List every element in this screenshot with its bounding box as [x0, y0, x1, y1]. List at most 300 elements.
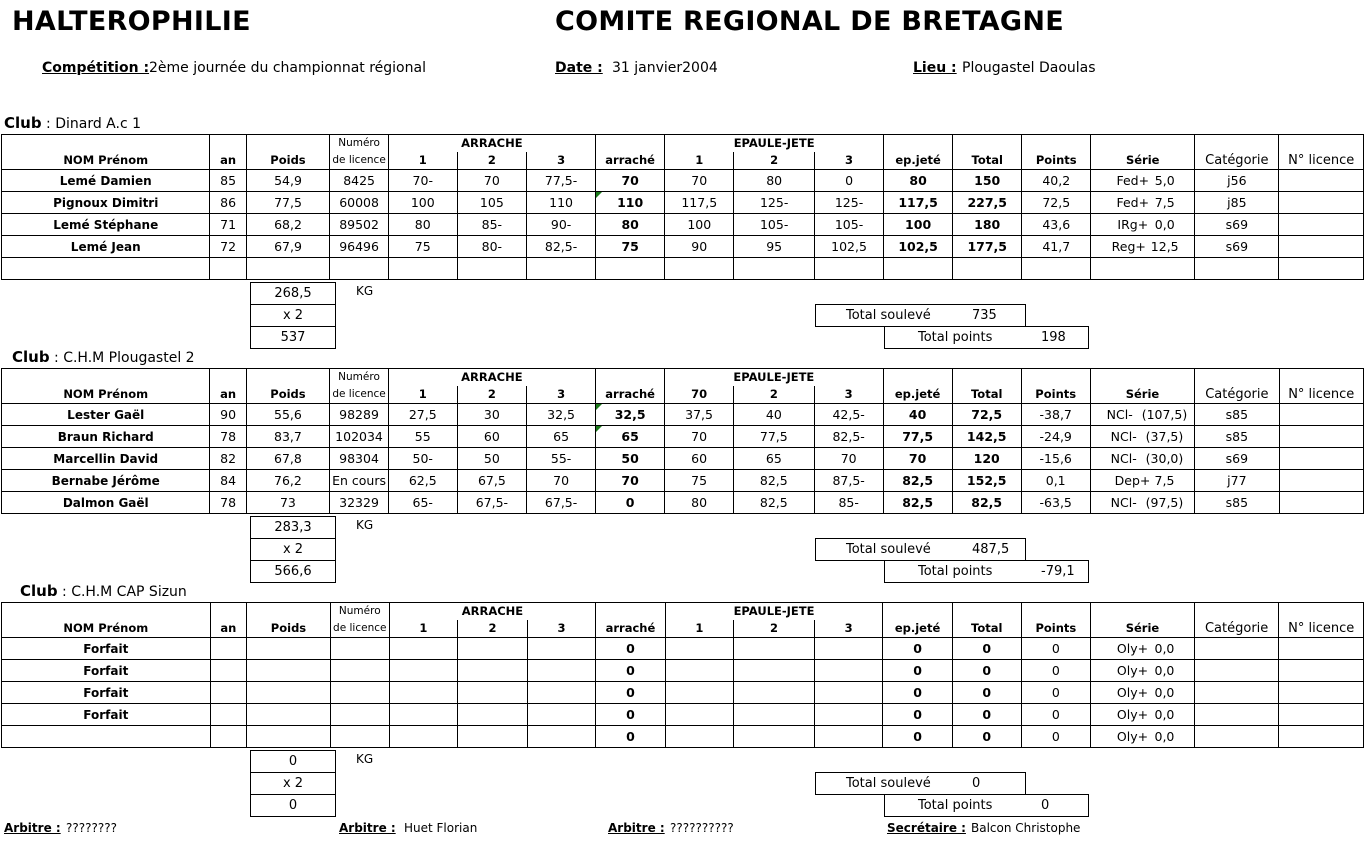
e3-cell: 0	[815, 170, 884, 192]
total-souleve-box	[815, 772, 1026, 795]
e2-cell: 80	[734, 170, 815, 192]
an-cell: 86	[210, 192, 246, 214]
an-cell: 90	[210, 404, 246, 426]
serie-value: (37,5)	[1145, 428, 1184, 444]
serie-cell	[1090, 448, 1195, 470]
header-cell	[595, 135, 664, 153]
table-row	[2, 492, 1364, 514]
cat-cell: s85	[1195, 492, 1279, 514]
cat-cell	[1195, 258, 1279, 280]
a2-cell: 60	[457, 426, 527, 448]
poids-double-box: 0	[250, 794, 336, 817]
nom-cell	[2, 726, 211, 748]
poids-total-box: 283,3	[250, 516, 336, 539]
serie-cell	[1090, 470, 1195, 492]
header-cell: ep.jeté	[883, 386, 952, 404]
header-cell	[1021, 603, 1090, 621]
total-cell: 0	[952, 726, 1021, 748]
arr-cell: 110	[595, 192, 664, 214]
total-cell: 0	[952, 682, 1021, 704]
header-cell	[527, 135, 596, 153]
a3-cell	[527, 258, 596, 280]
header-cell	[665, 135, 734, 153]
poids-cell: 68,2	[246, 214, 329, 236]
nlic-cell	[1279, 660, 1364, 682]
header-cell	[2, 369, 210, 387]
an-cell	[210, 660, 246, 682]
nom-cell: Forfait	[2, 638, 211, 660]
e2-cell	[734, 682, 815, 704]
an-cell: 82	[210, 448, 246, 470]
e2-cell: 105-	[734, 214, 815, 236]
header-cell: NOM Prénom	[2, 386, 210, 404]
serie-code: NCl-	[1110, 450, 1137, 466]
points-cell: -24,9	[1021, 426, 1090, 448]
table-row	[2, 682, 1364, 704]
header-cell	[1021, 369, 1090, 387]
e2-cell: 40	[733, 404, 814, 426]
e1-cell: 100	[665, 214, 734, 236]
serie-value: (97,5)	[1145, 494, 1184, 510]
ej-cell: 117,5	[884, 192, 953, 214]
serie-cell	[1090, 660, 1194, 682]
header-cell: arraché	[595, 386, 664, 404]
e1-cell	[665, 726, 733, 748]
header-cell: 1	[665, 620, 733, 638]
e1-cell: 90	[665, 236, 734, 258]
date-value: 31 janvier2004	[612, 60, 718, 76]
ej-cell: 100	[884, 214, 953, 236]
a2-cell: 50	[457, 448, 527, 470]
poids-cell: 67,9	[246, 236, 329, 258]
an-cell: 72	[210, 236, 246, 258]
nlic-cell	[1279, 236, 1364, 258]
header-cell	[1022, 135, 1091, 153]
serie-value: 7,5	[1154, 194, 1175, 210]
header-cell: 2	[457, 386, 527, 404]
header-cell: NOM Prénom	[2, 620, 211, 638]
serie-value: 0,0	[1154, 684, 1175, 700]
e2-cell	[734, 726, 815, 748]
serie-cell	[1091, 214, 1195, 236]
serie-cell	[1091, 258, 1195, 280]
header-cell: 2	[457, 152, 527, 170]
ej-cell: 70	[883, 448, 952, 470]
serie-cell	[1091, 192, 1195, 214]
a2-cell	[457, 258, 527, 280]
serie-code: Oly+	[1116, 640, 1149, 656]
e2-cell: 125-	[734, 192, 815, 214]
header-cell	[815, 135, 884, 153]
arr-cell: 65	[595, 426, 664, 448]
a1-cell	[389, 682, 457, 704]
arr-cell: 0	[596, 638, 665, 660]
cat-cell	[1194, 660, 1278, 682]
an-cell: 78	[210, 426, 246, 448]
header-cell: Catégorie	[1195, 386, 1279, 404]
points-cell: 41,7	[1022, 236, 1091, 258]
an-cell	[210, 682, 246, 704]
serie-value: (30,0)	[1145, 450, 1184, 466]
an-cell	[210, 704, 246, 726]
a3-cell: 32,5	[527, 404, 596, 426]
arbitre1-label: Arbitre :	[4, 821, 61, 835]
cat-cell	[1194, 704, 1278, 726]
header-cell	[210, 603, 246, 621]
lic-cell	[330, 660, 389, 682]
a1-cell: 75	[389, 236, 457, 258]
arr-cell: 80	[595, 214, 664, 236]
arbitre3-label: Arbitre :	[608, 821, 665, 835]
header-cell	[1195, 369, 1279, 387]
serie-cell	[1090, 638, 1194, 660]
a1-cell	[389, 660, 457, 682]
nlic-cell	[1279, 258, 1364, 280]
e3-cell: 125-	[815, 192, 884, 214]
nlic-cell	[1279, 426, 1364, 448]
header-cell: 1	[665, 152, 734, 170]
total-cell: 152,5	[952, 470, 1021, 492]
e1-cell: 37,5	[665, 404, 734, 426]
arr-cell	[595, 258, 664, 280]
serie-value: 0,0	[1154, 662, 1175, 678]
header-cell: N° licence	[1279, 386, 1364, 404]
a1-cell: 27,5	[388, 404, 457, 426]
poids-total-box: 0	[250, 750, 336, 773]
serie-value: 7,5	[1154, 472, 1175, 488]
header-cell	[247, 603, 331, 621]
total-cell: 82,5	[952, 492, 1021, 514]
header-cell: Numéro	[330, 603, 389, 621]
header-cell: Numéro	[330, 135, 389, 153]
e1-cell	[665, 682, 733, 704]
ej-cell	[884, 258, 953, 280]
poids-double-box: 537	[250, 326, 336, 349]
arbitre1-value: ????????	[66, 821, 117, 835]
header-cell: an	[210, 152, 246, 170]
a1-cell: 100	[389, 192, 457, 214]
header-cell	[246, 135, 329, 153]
cat-cell	[1194, 638, 1278, 660]
serie-code: NCl-	[1106, 406, 1133, 422]
ej-cell: 0	[883, 704, 952, 726]
a3-cell: 110	[527, 192, 596, 214]
lic-cell: 8425	[330, 170, 389, 192]
arbitre3-value: ??????????	[670, 821, 734, 835]
a1-cell: 70-	[389, 170, 457, 192]
e1-cell	[665, 258, 734, 280]
header-cell: an	[210, 620, 246, 638]
header-cell: an	[210, 386, 246, 404]
header-cell: NOM Prénom	[2, 152, 210, 170]
total-points-box	[884, 560, 1089, 583]
header-cell	[1194, 603, 1278, 621]
poids-cell	[246, 258, 329, 280]
header-cell	[814, 369, 883, 387]
cat-cell: s85	[1195, 426, 1279, 448]
arr-cell: 0	[596, 726, 665, 748]
a3-cell: 55-	[527, 448, 596, 470]
nlic-cell	[1279, 638, 1364, 660]
total-points-value: 0	[1041, 798, 1050, 813]
header-cell	[2, 135, 210, 153]
table-row	[2, 426, 1364, 448]
e2-cell	[734, 704, 815, 726]
an-cell: 84	[210, 470, 246, 492]
poids-total-box: 268,5	[250, 282, 336, 305]
e3-cell	[814, 682, 882, 704]
points-cell: -15,6	[1021, 448, 1090, 470]
e1-cell: 80	[665, 492, 734, 514]
sheet-title: HALTEROPHILIE	[12, 6, 251, 37]
e2-cell	[734, 258, 815, 280]
header-cell: ARRACHE	[458, 603, 528, 621]
header-cell: N° licence	[1279, 620, 1364, 638]
lic-cell: 96496	[330, 236, 389, 258]
lieu-value: Plougastel Daoulas	[962, 60, 1096, 76]
header-cell	[1279, 135, 1364, 153]
a2-cell: 70	[457, 170, 527, 192]
club-name: : C.H.M CAP Sizun	[62, 584, 187, 600]
serie-code: Reg+	[1111, 238, 1146, 254]
e2-cell: 82,5	[733, 470, 814, 492]
nom-cell: Lester Gaël	[2, 404, 210, 426]
header-cell: Poids	[246, 386, 329, 404]
header-cell: Série	[1090, 620, 1194, 638]
a2-cell	[458, 660, 528, 682]
nom-cell: Lemé Stéphane	[2, 214, 210, 236]
a3-cell: 82,5-	[527, 236, 596, 258]
points-cell: 0	[1021, 704, 1090, 726]
table-row	[2, 192, 1364, 214]
header-cell: 1	[389, 152, 457, 170]
header-cell: Points	[1022, 152, 1091, 170]
ej-cell: 82,5	[883, 492, 952, 514]
arr-cell: 0	[596, 704, 665, 726]
club-name: : C.H.M Plougastel 2	[54, 350, 195, 366]
header-cell	[527, 603, 595, 621]
cat-cell: s69	[1195, 236, 1279, 258]
e2-cell: 95	[734, 236, 815, 258]
e1-cell: 70	[665, 426, 734, 448]
total-cell: 0	[952, 704, 1021, 726]
total-points-label: Total points	[918, 330, 993, 345]
nom-cell: Bernabe Jérôme	[2, 470, 210, 492]
poids-cell: 54,9	[246, 170, 329, 192]
lic-cell: En cours	[330, 470, 389, 492]
serie-value: 0,0	[1154, 706, 1175, 722]
total-cell	[953, 258, 1022, 280]
total-cell: 150	[953, 170, 1022, 192]
a1-cell	[389, 638, 457, 660]
header-cell	[952, 603, 1021, 621]
total-cell: 120	[952, 448, 1021, 470]
e3-cell	[814, 660, 882, 682]
e1-cell: 60	[665, 448, 734, 470]
lic-cell: 102034	[330, 426, 389, 448]
serie-code: NCl-	[1110, 494, 1137, 510]
header-cell: de licence	[330, 152, 389, 170]
nlic-cell	[1279, 704, 1364, 726]
multiplier-box: x 2	[250, 538, 336, 561]
total-cell: 0	[952, 660, 1021, 682]
header-cell	[1090, 369, 1195, 387]
total-cell: 72,5	[952, 404, 1021, 426]
points-cell	[1022, 258, 1091, 280]
total-souleve-label: Total soulevé	[846, 308, 931, 323]
nom-cell: Marcellin David	[2, 448, 210, 470]
header-cell: Catégorie	[1194, 620, 1278, 638]
total-points-label: Total points	[918, 798, 993, 813]
date-label: Date :	[555, 60, 603, 76]
points-cell: 0,1	[1021, 470, 1090, 492]
lic-cell: 98304	[330, 448, 389, 470]
arr-cell: 0	[596, 660, 665, 682]
lic-cell	[330, 682, 389, 704]
e2-cell: 82,5	[733, 492, 814, 514]
table-row	[2, 258, 1364, 280]
poids-cell: 76,2	[246, 470, 329, 492]
header-cell	[814, 603, 882, 621]
club-name: : Dinard A.c 1	[46, 116, 142, 132]
header-cell	[246, 369, 329, 387]
e1-cell	[665, 704, 733, 726]
poids-cell: 55,6	[246, 404, 329, 426]
serie-code: Oly+	[1116, 662, 1149, 678]
header-cell: 3	[814, 386, 883, 404]
header-cell: N° licence	[1279, 152, 1364, 170]
header-cell: Total	[953, 152, 1022, 170]
a1-cell: 65-	[388, 492, 457, 514]
cat-cell	[1194, 682, 1278, 704]
a2-cell	[458, 704, 528, 726]
points-cell: 43,6	[1022, 214, 1091, 236]
arr-cell: 70	[595, 470, 664, 492]
table-row	[2, 170, 1364, 192]
nlic-cell	[1279, 448, 1364, 470]
e3-cell: 102,5	[815, 236, 884, 258]
e1-cell	[665, 660, 733, 682]
serie-cell	[1090, 726, 1194, 748]
header-cell	[388, 369, 457, 387]
header-cell	[2, 603, 211, 621]
table-row	[2, 448, 1364, 470]
nom-cell: Forfait	[2, 704, 211, 726]
ej-cell: 0	[883, 660, 952, 682]
e2-cell: 65	[733, 448, 814, 470]
e3-cell	[815, 258, 884, 280]
arbitre2-label: Arbitre :	[339, 821, 396, 835]
nlic-cell	[1279, 492, 1364, 514]
header-cell: ARRACHE	[457, 369, 527, 387]
serie-value: (107,5)	[1141, 406, 1188, 422]
lic-cell: 89502	[330, 214, 389, 236]
ej-cell: 82,5	[883, 470, 952, 492]
poids-cell	[247, 726, 331, 748]
a1-cell: 62,5	[388, 470, 457, 492]
nlic-cell	[1279, 170, 1364, 192]
poids-cell: 73	[246, 492, 329, 514]
header-cell	[665, 603, 733, 621]
total-souleve-box	[815, 304, 1026, 327]
lic-cell	[330, 704, 389, 726]
total-souleve-box	[815, 538, 1026, 561]
club-label: Club	[20, 582, 58, 600]
e3-cell: 105-	[815, 214, 884, 236]
header-cell: Total	[952, 386, 1021, 404]
header-cell: 1	[388, 386, 457, 404]
kg-unit: KG	[356, 752, 374, 766]
cat-cell	[1194, 726, 1278, 748]
a3-cell: 67,5-	[527, 492, 596, 514]
serie-cell	[1091, 236, 1195, 258]
serie-code: NCl-	[1110, 428, 1137, 444]
serie-cell	[1091, 170, 1195, 192]
header-cell	[884, 135, 953, 153]
ej-cell: 80	[884, 170, 953, 192]
poids-cell	[247, 704, 331, 726]
nom-cell: Lemé Jean	[2, 236, 210, 258]
secretaire-value: Balcon Christophe	[971, 821, 1081, 835]
a2-cell: 105	[457, 192, 527, 214]
cat-cell: j56	[1195, 170, 1279, 192]
poids-cell: 77,5	[246, 192, 329, 214]
e1-cell	[665, 638, 733, 660]
table-row	[2, 214, 1364, 236]
header-cell	[883, 369, 952, 387]
header-cell	[1090, 603, 1194, 621]
lic-cell: 32329	[330, 492, 389, 514]
header-cell: ARRACHE	[457, 135, 527, 153]
a2-cell: 67,5	[457, 470, 527, 492]
poids-double-box: 566,6	[250, 560, 336, 583]
table-row	[2, 470, 1364, 492]
nom-cell: Dalmon Gaël	[2, 492, 210, 514]
serie-code: Dep+	[1114, 472, 1151, 488]
header-cell: 1	[389, 620, 457, 638]
cat-cell: s69	[1195, 214, 1279, 236]
cat-cell: s69	[1195, 448, 1279, 470]
header-cell: 70	[665, 386, 734, 404]
total-souleve-label: Total soulevé	[846, 776, 931, 791]
header-cell	[389, 135, 457, 153]
results-table	[1, 134, 1364, 280]
total-points-value: -79,1	[1041, 564, 1075, 579]
total-cell: 142,5	[952, 426, 1021, 448]
arr-cell: 0	[596, 682, 665, 704]
total-points-box	[884, 794, 1089, 817]
total-points-label: Total points	[918, 564, 993, 579]
poids-cell: 67,8	[246, 448, 329, 470]
e1-cell: 117,5	[665, 192, 734, 214]
points-cell: 0	[1021, 660, 1090, 682]
header-cell: ep.jeté	[883, 620, 952, 638]
header-cell: ep.jeté	[884, 152, 953, 170]
cat-cell: s85	[1195, 404, 1279, 426]
serie-value: 5,0	[1154, 172, 1175, 188]
a2-cell: 85-	[457, 214, 527, 236]
header-cell: EPAULE-JETE	[733, 370, 815, 384]
nom-cell: Braun Richard	[2, 426, 210, 448]
header-cell: 2	[458, 620, 528, 638]
total-souleve-value: 487,5	[972, 542, 1010, 557]
points-cell: 0	[1021, 638, 1090, 660]
nom-cell	[2, 258, 210, 280]
a2-cell: 30	[457, 404, 527, 426]
header-cell: arraché	[596, 620, 665, 638]
a2-cell: 80-	[457, 236, 527, 258]
points-cell: 40,2	[1022, 170, 1091, 192]
